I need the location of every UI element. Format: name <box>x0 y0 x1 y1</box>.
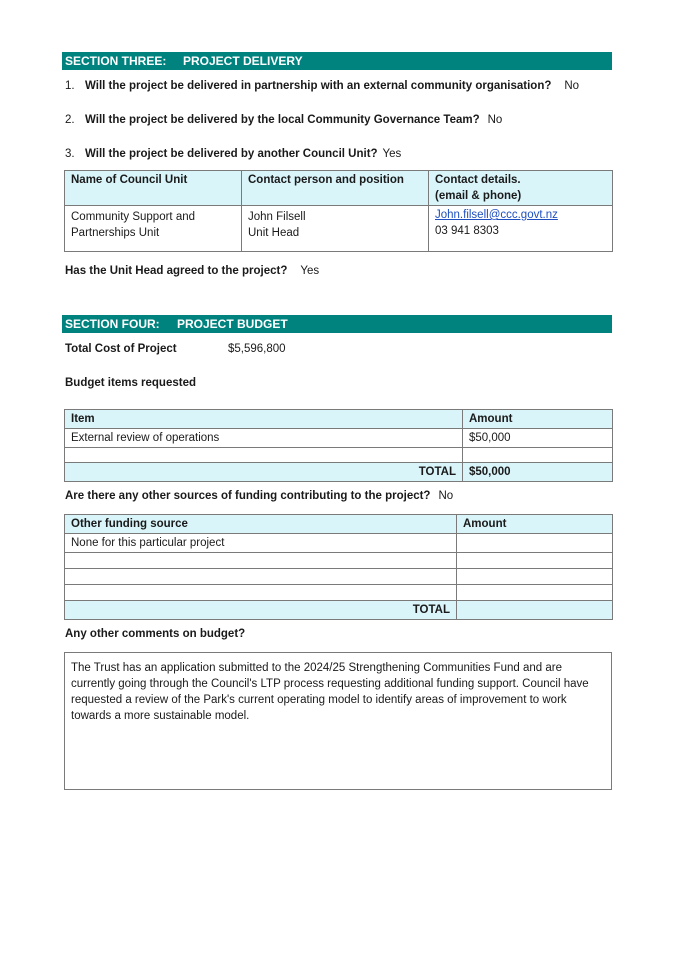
email-link[interactable]: John.filsell@ccc.govt.nz <box>435 209 558 221</box>
header-council-unit: Name of Council Unit <box>65 171 242 206</box>
person-name: John Filsell <box>248 211 306 223</box>
unit-head-question <box>65 265 319 277</box>
question-text: Has the Unit Head agreed to the project? <box>65 265 288 277</box>
question-answer: No <box>438 490 454 502</box>
table-row <box>65 429 613 448</box>
cell-council-unit <box>65 206 242 252</box>
question-text: Will the project be delivered by another Council Unit? <box>85 148 378 160</box>
question-2 <box>65 114 502 126</box>
cell-amount: $50,000 <box>463 429 613 448</box>
table-row <box>65 206 613 252</box>
header-amount: Amount <box>463 410 613 429</box>
question-text: Are there any other sources of funding contributing to the project? <box>65 490 431 502</box>
header-item: Item <box>65 410 463 429</box>
total-label: TOTAL <box>65 463 463 482</box>
budget-table <box>64 409 613 482</box>
cell-source <box>65 553 457 569</box>
header-contact-details <box>429 171 613 206</box>
funding-table <box>64 514 613 620</box>
cell-amount <box>457 585 613 601</box>
header-funding-source: Other funding source <box>65 515 457 534</box>
unit-line-1: Community Support and <box>71 211 196 223</box>
cell-item <box>65 448 463 463</box>
question-number: 1. <box>65 80 75 92</box>
question-answer: No <box>487 114 503 126</box>
table-row <box>65 553 613 569</box>
question-text: Will the project be delivered in partnership with an external community organisation? <box>85 80 552 92</box>
total-value: $50,000 <box>463 463 613 482</box>
table-row <box>65 448 613 463</box>
total-label: TOTAL <box>65 601 457 620</box>
question-answer: Yes <box>300 265 320 277</box>
header-contact-person: Contact person and position <box>242 171 429 206</box>
section-title: PROJECT BUDGET <box>177 317 288 331</box>
cell-source: None for this particular project <box>65 534 457 553</box>
comments-label: Any other comments on budget? <box>65 628 246 640</box>
section-title: PROJECT DELIVERY <box>183 54 303 68</box>
header-amount: Amount <box>457 515 613 534</box>
question-1 <box>65 80 579 92</box>
cell-amount <box>457 569 613 585</box>
section-number: SECTION THREE: <box>65 54 167 68</box>
total-cost-label: Total Cost of Project <box>65 343 177 355</box>
table-row <box>65 585 613 601</box>
question-answer: Yes <box>382 148 402 160</box>
cell-item: External review of operations <box>65 429 463 448</box>
other-funding-question <box>65 490 453 502</box>
person-position: Unit Head <box>248 227 300 239</box>
cell-source <box>65 569 457 585</box>
total-value <box>457 601 613 620</box>
phone-number: 03 941 8303 <box>435 225 499 237</box>
section-four-header <box>62 315 612 333</box>
question-3 <box>65 148 401 160</box>
total-row <box>65 463 613 482</box>
cell-amount <box>463 448 613 463</box>
table-row <box>65 534 613 553</box>
cell-amount <box>457 534 613 553</box>
cell-amount <box>457 553 613 569</box>
question-text: Will the project be delivered by the local Community Governance Team? <box>85 114 480 126</box>
header-contact-details-line1: Contact details. <box>435 174 521 186</box>
comments-box <box>64 652 612 790</box>
section-number: SECTION FOUR: <box>65 317 160 331</box>
comments-text: The Trust has an application submitted to the 2024/25 Strengthening Communities Fund and are currently going through the Council's LTP process requesting additional funding support. Council have requested a review of the Park's current operating model to identify areas of improvement to work towards a more sustainable model. <box>71 662 589 722</box>
question-number: 3. <box>65 148 75 160</box>
header-contact-details-line2: (email & phone) <box>435 190 522 202</box>
section-three-header <box>62 52 612 70</box>
question-answer: No <box>564 80 580 92</box>
unit-line-2: Partnerships Unit <box>71 227 160 239</box>
cell-contact-details <box>429 206 613 252</box>
cell-contact-person <box>242 206 429 252</box>
total-cost-value: $5,596,800 <box>228 343 286 355</box>
table-row <box>65 569 613 585</box>
question-number: 2. <box>65 114 75 126</box>
cell-source <box>65 585 457 601</box>
budget-items-label: Budget items requested <box>65 377 196 389</box>
council-unit-table <box>64 170 613 252</box>
total-row <box>65 601 613 620</box>
